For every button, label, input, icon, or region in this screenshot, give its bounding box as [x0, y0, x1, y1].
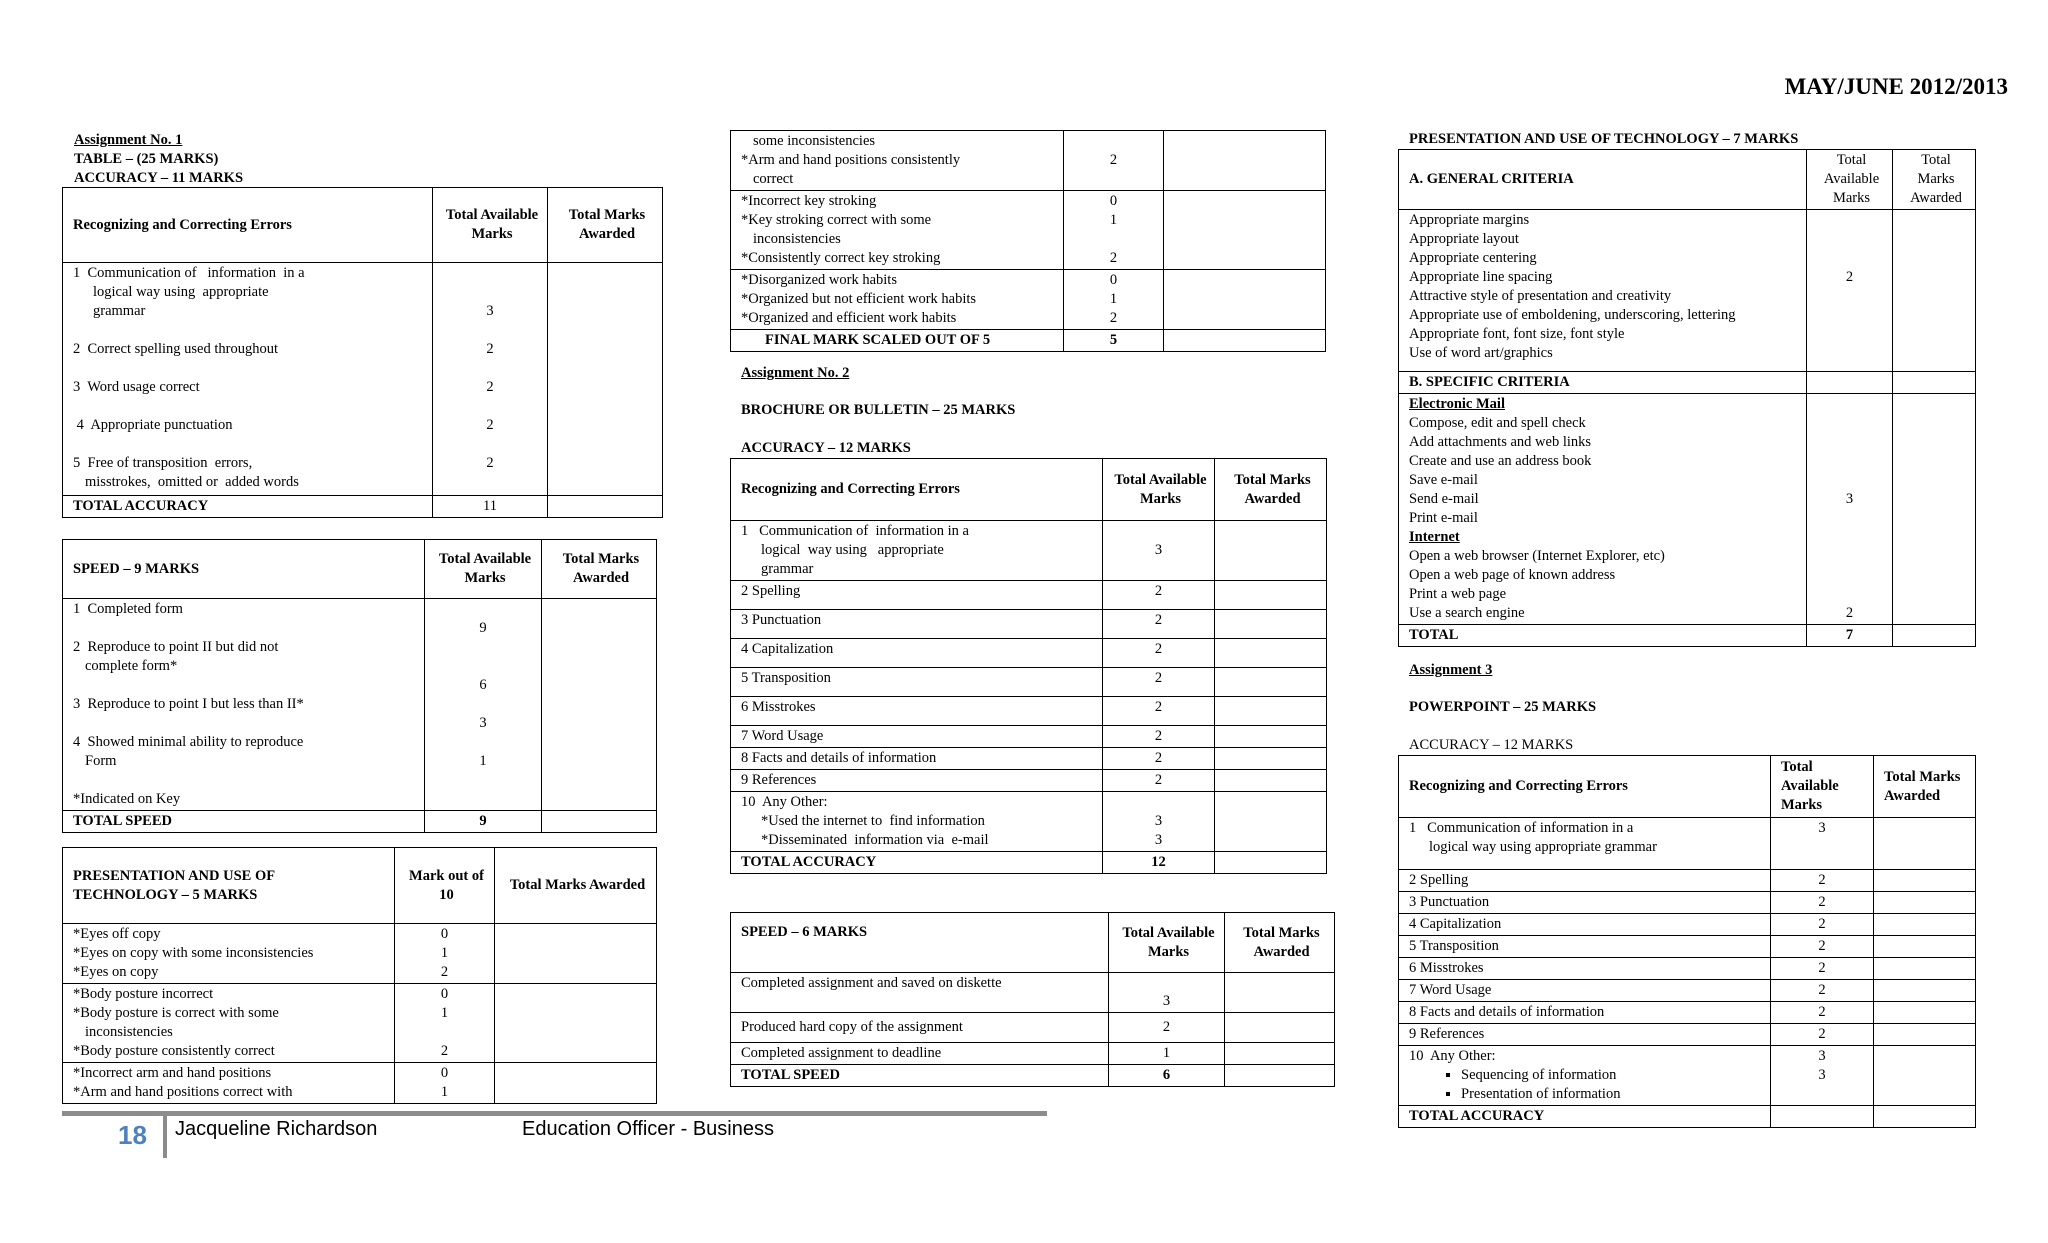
email-criteria-mark: 3 — [1845, 491, 1854, 507]
a2-total-accuracy-value: 12 — [1103, 852, 1215, 874]
a1-posture-group — [63, 984, 395, 1063]
specific-criteria-awarded — [1893, 372, 1976, 394]
a1-posture-2-line-1: *Body posture is correct with some — [73, 1005, 279, 1021]
a2-acc-other-2: *Disseminated information via e-mail — [761, 832, 989, 848]
a1-acc-mark-1: 3 — [486, 303, 494, 319]
a2-pres-header-available: Total Available Marks — [1807, 150, 1893, 210]
a2-acc-item-4: 4 Capitalization — [731, 639, 1103, 668]
a2-acc-awarded-1 — [1215, 521, 1327, 581]
a1-speed-item-1: 1 Completed form — [73, 601, 183, 617]
a2-total-speed-value: 6 — [1109, 1065, 1225, 1087]
a1-arm-awarded — [495, 1063, 657, 1104]
a3-acc-awarded-7 — [1874, 980, 1976, 1002]
a1-posture-1: *Body posture incorrect — [73, 986, 214, 1002]
a2-accuracy-header-criteria: Recognizing and Correcting Errors — [731, 459, 1103, 521]
a3-other-bullet-list — [1409, 1066, 1764, 1104]
internet-criteria-item: Open a web page of known address — [1409, 567, 1616, 583]
a2-acc-item-8: 8 Facts and details of information — [731, 748, 1103, 770]
a1-accuracy-marks-cell — [433, 263, 548, 496]
a2-acc-mark-10-cell — [1103, 792, 1215, 852]
internet-criteria-item: Use a search engine — [1409, 605, 1525, 621]
a1-total-speed-awarded — [542, 811, 657, 833]
page-header-title: MAY/JUNE 2012/2013 — [1784, 74, 2008, 99]
a1-arm-1: *Incorrect arm and hand positions — [73, 1065, 272, 1081]
a2-acc-mark-6: 2 — [1103, 697, 1215, 726]
a3-acc-mark-9: 2 — [1771, 1024, 1874, 1046]
a3-acc-mark-3: 2 — [1771, 892, 1874, 914]
a1-total-speed-label: TOTAL SPEED — [63, 811, 425, 833]
a3-acc-awarded-9 — [1874, 1024, 1976, 1046]
a2-acc-mark-3: 2 — [1103, 610, 1215, 639]
a1-speed-header-awarded: Total Marks Awarded — [542, 540, 657, 599]
cont-habits-marks — [1064, 270, 1164, 330]
a1-speed-mark-1: 9 — [479, 620, 487, 636]
footer-separator — [163, 1116, 167, 1158]
a1-accuracy-header-awarded: Total Marks Awarded — [548, 188, 663, 263]
cont-keystroke-mark-2: 1 — [1109, 212, 1118, 228]
cont-arm-line-3: correct — [753, 171, 794, 187]
cont-keystroke-mark-3: 2 — [1109, 250, 1118, 266]
a2-pres-total-value: 7 — [1807, 625, 1893, 647]
cont-habits-1: *Disorganized work habits — [741, 272, 897, 288]
email-criteria-item: Create and use an address book — [1409, 453, 1592, 469]
a1-speed-marks-cell — [425, 599, 542, 811]
a1-speed-mark-2: 6 — [479, 677, 487, 693]
a3-acc-mark-5: 2 — [1771, 936, 1874, 958]
a3-other-bullet-2: ▪ Presentation of information — [1461, 1085, 1764, 1104]
email-criteria-item: Compose, edit and spell check — [1409, 415, 1586, 431]
cont-habits-mark-1: 0 — [1109, 272, 1118, 288]
a3-acc-mark-1: 3 — [1771, 818, 1874, 870]
a2-acc-mark-4: 2 — [1103, 639, 1215, 668]
a3-accuracy-label: ACCURACY – 12 MARKS — [1409, 737, 1574, 753]
a2-acc-mark-1-cell — [1103, 521, 1215, 581]
a1-posture-mark-2: 1 — [440, 1005, 449, 1021]
final-mark-label: FINAL MARK SCALED OUT OF 5 — [731, 330, 1064, 352]
a1-acc-mark-3: 2 — [486, 379, 494, 395]
a2-pres-header-awarded: Total Marks Awarded — [1893, 150, 1976, 210]
a2-speed-awarded-2 — [1225, 1013, 1335, 1043]
a2-accuracy-header-available: Total Available Marks — [1103, 459, 1215, 521]
a2-speed-awarded-1 — [1225, 973, 1335, 1013]
a2-acc-awarded-7 — [1215, 726, 1327, 748]
a1-accuracy-header-criteria: Recognizing and Correcting Errors — [63, 188, 433, 263]
a2-speed-mark-2: 2 — [1109, 1013, 1225, 1043]
a1-eyes-awarded — [495, 924, 657, 984]
a1-accuracy-awarded-cell — [548, 263, 663, 496]
a2-speed-mark-3: 1 — [1109, 1043, 1225, 1065]
a3-acc-item-2: 2 Spelling — [1399, 870, 1771, 892]
a2-acc-mark-8: 2 — [1103, 748, 1215, 770]
a1-speed-item-4-line-2: Form — [85, 753, 117, 769]
cont-habits-awarded — [1164, 270, 1326, 330]
a1-posture-marks — [395, 984, 495, 1063]
a2-acc-item-6: 6 Misstrokes — [731, 697, 1103, 726]
a3-acc-item-1 — [1399, 818, 1771, 870]
a2-acc-item-9: 9 References — [731, 770, 1103, 792]
a2-speed-awarded-3 — [1225, 1043, 1335, 1065]
a1-speed-mark-4: 1 — [479, 753, 487, 769]
a2-accuracy-header-awarded: Total Marks Awarded — [1215, 459, 1327, 521]
a1-acc-item-1-line-3: grammar — [93, 303, 146, 319]
a1-total-accuracy-label: TOTAL ACCURACY — [63, 496, 433, 518]
a1-accuracy-table — [62, 187, 663, 518]
a3-acc-awarded-8 — [1874, 1002, 1976, 1024]
footer-role: Education Officer - Business — [522, 1118, 774, 1140]
a1-eyes-2: *Eyes on copy with some inconsistencies — [73, 945, 314, 961]
accuracy-marks-label: ACCURACY – 11 MARKS — [74, 170, 244, 186]
cont-arm-line-2: *Arm and hand positions consistently — [741, 152, 961, 168]
a1-accuracy-criteria-cell — [63, 263, 433, 496]
a3-acc-awarded-2 — [1874, 870, 1976, 892]
a2-presentation-heading: PRESENTATION AND USE OF TECHNOLOGY – 7 MARKS — [1409, 131, 1799, 147]
a1-speed-item-4-line-1: 4 Showed minimal ability to reproduce — [73, 734, 304, 750]
a1-total-speed-value: 9 — [425, 811, 542, 833]
a2-acc-awarded-10 — [1215, 792, 1327, 852]
a2-acc-item-10 — [731, 792, 1103, 852]
a3-acc-item-7: 7 Word Usage — [1399, 980, 1771, 1002]
a2-acc-item-1 — [731, 521, 1103, 581]
a1-eyes-mark-1: 0 — [440, 926, 449, 942]
a1-acc-mark-4: 2 — [486, 417, 494, 433]
a1-acc-item-4: 4 Appropriate punctuation — [73, 417, 233, 433]
a2-acc-other-label: 10 Any Other: — [741, 794, 828, 810]
cont-keystroke-3: *Consistently correct key stroking — [741, 250, 941, 266]
a1-eyes-marks — [395, 924, 495, 984]
cont-keystroke-awarded — [1164, 191, 1326, 270]
a1-acc-item-1-line-1: 1 Communication of information in a — [73, 265, 305, 281]
a2-speed-item-1: Completed assignment and saved on diskette — [731, 973, 1109, 1013]
a3-accuracy-header-criteria: Recognizing and Correcting Errors — [1399, 756, 1771, 818]
footer-author: Jacqueline Richardson — [175, 1118, 378, 1140]
a1-speed-criteria-cell — [63, 599, 425, 811]
a1-eyes-mark-2: 1 — [440, 945, 449, 961]
internet-criteria-mark: 2 — [1845, 605, 1854, 621]
a1-posture-awarded — [495, 984, 657, 1063]
a3-acc-mark-8: 2 — [1771, 1002, 1874, 1024]
brochure-heading: BROCHURE OR BULLETIN – 25 MARKS — [741, 402, 1016, 418]
email-criteria-item: Save e-mail — [1409, 472, 1478, 488]
a1-speed-table — [62, 539, 657, 833]
a1-speed-note: *Indicated on Key — [73, 791, 181, 807]
general-criteria-item: Appropriate use of emboldening, underscoring, lettering — [1409, 307, 1736, 323]
a3-acc-mark-2: 2 — [1771, 870, 1874, 892]
cont-habits-group — [731, 270, 1064, 330]
a3-accuracy-table — [1398, 755, 1976, 1128]
a2-acc-item-5: 5 Transposition — [731, 668, 1103, 697]
general-criteria-item: Attractive style of presentation and creativity — [1409, 288, 1672, 304]
a1-acc-item-2: 2 Correct spelling used throughout — [73, 341, 278, 357]
a2-acc-mark-5: 2 — [1103, 668, 1215, 697]
powerpoint-heading: POWERPOINT – 25 MARKS — [1409, 699, 1597, 715]
a1-speed-awarded-cell — [542, 599, 657, 811]
a2-total-speed-awarded — [1225, 1065, 1335, 1087]
assignment-3-label: Assignment 3 — [1409, 662, 1493, 678]
a2-speed-item-3: Completed assignment to deadline — [731, 1043, 1109, 1065]
footer-divider — [62, 1111, 1047, 1116]
a3-acc-other-mark-2: 3 — [1818, 1067, 1826, 1083]
a1-arm-mark-1: 0 — [440, 1065, 449, 1081]
a3-acc-awarded-5 — [1874, 936, 1976, 958]
a1-total-accuracy-awarded — [548, 496, 663, 518]
a2-pres-total-awarded — [1893, 625, 1976, 647]
a2-total-accuracy-awarded — [1215, 852, 1327, 874]
a3-acc-item-4: 4 Capitalization — [1399, 914, 1771, 936]
a3-acc-item-1-line-1: 1 Communication of information in a — [1409, 820, 1634, 836]
a1-speed-item-3: 3 Reproduce to point I but less than II* — [73, 696, 304, 712]
cont-habits-mark-3: 2 — [1109, 310, 1118, 326]
a1-acc-item-3: 3 Word usage correct — [73, 379, 200, 395]
a1-accuracy-header-available: Total Available Marks — [433, 188, 548, 263]
a1-presentation-header-awarded: Total Marks Awarded — [495, 848, 657, 924]
a3-acc-other-mark-1: 3 — [1818, 1048, 1826, 1064]
a3-acc-mark-7: 2 — [1771, 980, 1874, 1002]
cont-habits-2: *Organized but not efficient work habits — [741, 291, 977, 307]
a2-presentation-table — [1398, 149, 1976, 647]
a1-speed-header-criteria: SPEED – 9 MARKS — [63, 540, 425, 599]
a3-other-bullet-1: ▪ Sequencing of information — [1461, 1066, 1764, 1085]
general-criteria-awarded — [1893, 210, 1976, 372]
a1-arm-marks — [395, 1063, 495, 1104]
cont-arm-line-1: some inconsistencies — [753, 133, 876, 149]
a1-speed-header-available: Total Available Marks — [425, 540, 542, 599]
a1-presentation-header-line-2: TECHNOLOGY – 5 MARKS — [73, 886, 258, 903]
a1-presentation-continued-table — [730, 130, 1326, 352]
internet-criteria-item: Print a web page — [1409, 586, 1507, 602]
a1-acc-mark-2: 2 — [486, 341, 494, 357]
a2-acc-other-1: *Used the internet to find information — [761, 813, 985, 829]
a2-acc-mark-1: 3 — [1154, 542, 1163, 558]
internet-criteria-item: Open a web browser (Internet Explorer, etc) — [1409, 548, 1665, 564]
a3-total-accuracy-value — [1771, 1106, 1874, 1128]
a1-acc-item-1-line-2: logical way using appropriate — [93, 284, 269, 300]
a2-acc-awarded-6 — [1215, 697, 1327, 726]
a2-speed-item-2: Produced hard copy of the assignment — [731, 1013, 1109, 1043]
a2-acc-item-2: 2 Spelling — [731, 581, 1103, 610]
a3-acc-awarded-1 — [1874, 818, 1976, 870]
a3-acc-awarded-4 — [1874, 914, 1976, 936]
a1-acc-mark-5: 2 — [486, 455, 494, 471]
a2-speed-header-criteria: SPEED – 6 MARKS — [731, 913, 1109, 973]
a3-acc-mark-4: 2 — [1771, 914, 1874, 936]
a3-total-accuracy-label: TOTAL ACCURACY — [1399, 1106, 1771, 1128]
a1-speed-mark-3: 3 — [479, 715, 487, 731]
a1-eyes-mark-3: 2 — [440, 964, 449, 980]
general-criteria-item: Appropriate layout — [1409, 231, 1519, 247]
a2-acc-awarded-9 — [1215, 770, 1327, 792]
email-criteria-item: Add attachments and web links — [1409, 434, 1592, 450]
assignment-1-label: Assignment No. 1 — [74, 132, 183, 148]
a1-speed-item-2-line-2: complete form* — [85, 658, 178, 674]
a2-acc-awarded-3 — [1215, 610, 1327, 639]
a2-speed-header-available: Total Available Marks — [1109, 913, 1225, 973]
general-criteria-item: Appropriate line spacing — [1409, 269, 1553, 285]
a1-presentation-header — [63, 848, 395, 924]
a3-acc-mark-10-cell — [1771, 1046, 1874, 1106]
cont-keystroke-mark-1: 0 — [1109, 193, 1118, 209]
a1-arm-2: *Arm and hand positions correct with — [73, 1084, 293, 1100]
specific-criteria-header: B. SPECIFIC CRITERIA — [1399, 372, 1807, 394]
a1-acc-item-5-line-2: misstrokes, omitted or added words — [85, 474, 299, 490]
cont-keystroke-1: *Incorrect key stroking — [741, 193, 877, 209]
cont-keystroke-group — [731, 191, 1064, 270]
a1-presentation-header-mark: Mark out of 10 — [395, 848, 495, 924]
a2-acc-mark-7: 2 — [1103, 726, 1215, 748]
general-criteria-item: Appropriate margins — [1409, 212, 1530, 228]
a3-acc-other-label: 10 Any Other: — [1409, 1048, 1496, 1064]
a3-acc-item-9: 9 References — [1399, 1024, 1771, 1046]
a2-acc-awarded-8 — [1215, 748, 1327, 770]
page-number: 18 — [118, 1120, 147, 1150]
assignment-1-heading — [74, 131, 243, 188]
a2-accuracy-table — [730, 458, 1327, 874]
specific-criteria-available — [1807, 372, 1893, 394]
a3-acc-awarded-10 — [1874, 1046, 1976, 1106]
a3-acc-awarded-3 — [1874, 892, 1976, 914]
email-criteria-item: Send e-mail — [1409, 491, 1479, 507]
email-criteria-item: Print e-mail — [1409, 510, 1478, 526]
a3-acc-item-3: 3 Punctuation — [1399, 892, 1771, 914]
a3-acc-item-1-line-2: logical way using appropriate grammar — [1429, 839, 1657, 855]
a2-acc-mark-2: 2 — [1103, 581, 1215, 610]
a2-speed-header-awarded: Total Marks Awarded — [1225, 913, 1335, 973]
a3-acc-item-5: 5 Transposition — [1399, 936, 1771, 958]
cont-arm-awarded — [1164, 131, 1326, 191]
a3-acc-item-8: 8 Facts and details of information — [1399, 1002, 1771, 1024]
a2-acc-mark-9: 2 — [1103, 770, 1215, 792]
a1-eyes-group — [63, 924, 395, 984]
a2-acc-item-1-line-1: 1 Communication of information in a — [741, 523, 969, 539]
a3-total-accuracy-awarded — [1874, 1106, 1976, 1128]
a3-accuracy-header-awarded: Total Marks Awarded — [1874, 756, 1976, 818]
a2-speed-table — [730, 912, 1335, 1087]
a2-speed-mark-1: 3 — [1109, 973, 1225, 1013]
general-criteria-item: Use of word art/graphics — [1409, 345, 1553, 361]
a1-acc-item-5-line-1: 5 Free of transposition errors, — [73, 455, 253, 471]
a3-accuracy-header-available: Total Available Marks — [1771, 756, 1874, 818]
a2-acc-awarded-2 — [1215, 581, 1327, 610]
a1-total-accuracy-value: 11 — [433, 496, 548, 518]
a2-acc-item-3: 3 Punctuation — [731, 610, 1103, 639]
assignment-2-label: Assignment No. 2 — [741, 365, 850, 381]
a1-presentation-header-line-1: PRESENTATION AND USE OF — [73, 867, 276, 884]
a2-acc-item-7: 7 Word Usage — [731, 726, 1103, 748]
a3-acc-mark-6: 2 — [1771, 958, 1874, 980]
a2-acc-item-1-line-2: logical way using appropriate — [761, 542, 944, 558]
a2-acc-item-1-line-3: grammar — [761, 561, 814, 577]
a2-total-accuracy-label: TOTAL ACCURACY — [731, 852, 1103, 874]
a2-pres-total-label: TOTAL — [1399, 625, 1807, 647]
general-criteria-mark: 2 — [1845, 269, 1854, 285]
a1-posture-3: *Body posture consistently correct — [73, 1043, 275, 1059]
a2-accuracy-label: ACCURACY – 12 MARKS — [741, 440, 911, 456]
a1-eyes-1: *Eyes off copy — [73, 926, 161, 942]
a3-acc-awarded-6 — [1874, 958, 1976, 980]
cont-habits-3: *Organized and efficient work habits — [741, 310, 957, 326]
a2-acc-other-mark-2: 3 — [1154, 832, 1163, 848]
a3-acc-item-6: 6 Misstrokes — [1399, 958, 1771, 980]
a1-posture-2-line-2: inconsistencies — [85, 1024, 173, 1040]
a1-posture-mark-3: 2 — [440, 1043, 449, 1059]
electronic-mail-heading: Electronic Mail — [1409, 396, 1505, 412]
specific-criteria-awarded-cell — [1893, 394, 1976, 625]
a1-posture-mark-1: 0 — [440, 986, 449, 1002]
a1-speed-item-2-line-1: 2 Reproduce to point II but did not — [73, 639, 279, 655]
a1-arm-mark-2: 1 — [440, 1084, 449, 1100]
general-criteria-mark-cell — [1807, 210, 1893, 372]
cont-arm-group — [731, 131, 1064, 191]
specific-criteria-list — [1399, 394, 1807, 625]
a3-acc-item-10 — [1399, 1046, 1771, 1106]
internet-heading: Internet — [1409, 529, 1460, 545]
table-marks-label: TABLE – (25 MARKS) — [74, 151, 219, 167]
cont-habits-mark-2: 1 — [1109, 291, 1118, 307]
cont-keystroke-marks — [1064, 191, 1164, 270]
a1-arm-group — [63, 1063, 395, 1104]
cont-keystroke-2-line-2: inconsistencies — [753, 231, 841, 247]
specific-criteria-marks — [1807, 394, 1893, 625]
a1-presentation-table — [62, 847, 657, 1104]
final-mark-value: 5 — [1064, 330, 1164, 352]
cont-keystroke-2-line-1: *Key stroking correct with some — [741, 212, 932, 228]
a2-acc-awarded-5 — [1215, 668, 1327, 697]
a2-acc-other-mark-1: 3 — [1154, 813, 1163, 829]
general-criteria-item: Appropriate centering — [1409, 250, 1537, 266]
general-criteria-header: A. GENERAL CRITERIA — [1399, 150, 1807, 210]
cont-arm-marks — [1064, 131, 1164, 191]
a2-total-speed-label: TOTAL SPEED — [731, 1065, 1109, 1087]
a1-eyes-3: *Eyes on copy — [73, 964, 159, 980]
general-criteria-list — [1399, 210, 1807, 372]
a2-acc-awarded-4 — [1215, 639, 1327, 668]
final-mark-awarded — [1164, 330, 1326, 352]
cont-arm-mark: 2 — [1109, 152, 1118, 168]
general-criteria-item: Appropriate font, font size, font style — [1409, 326, 1625, 342]
